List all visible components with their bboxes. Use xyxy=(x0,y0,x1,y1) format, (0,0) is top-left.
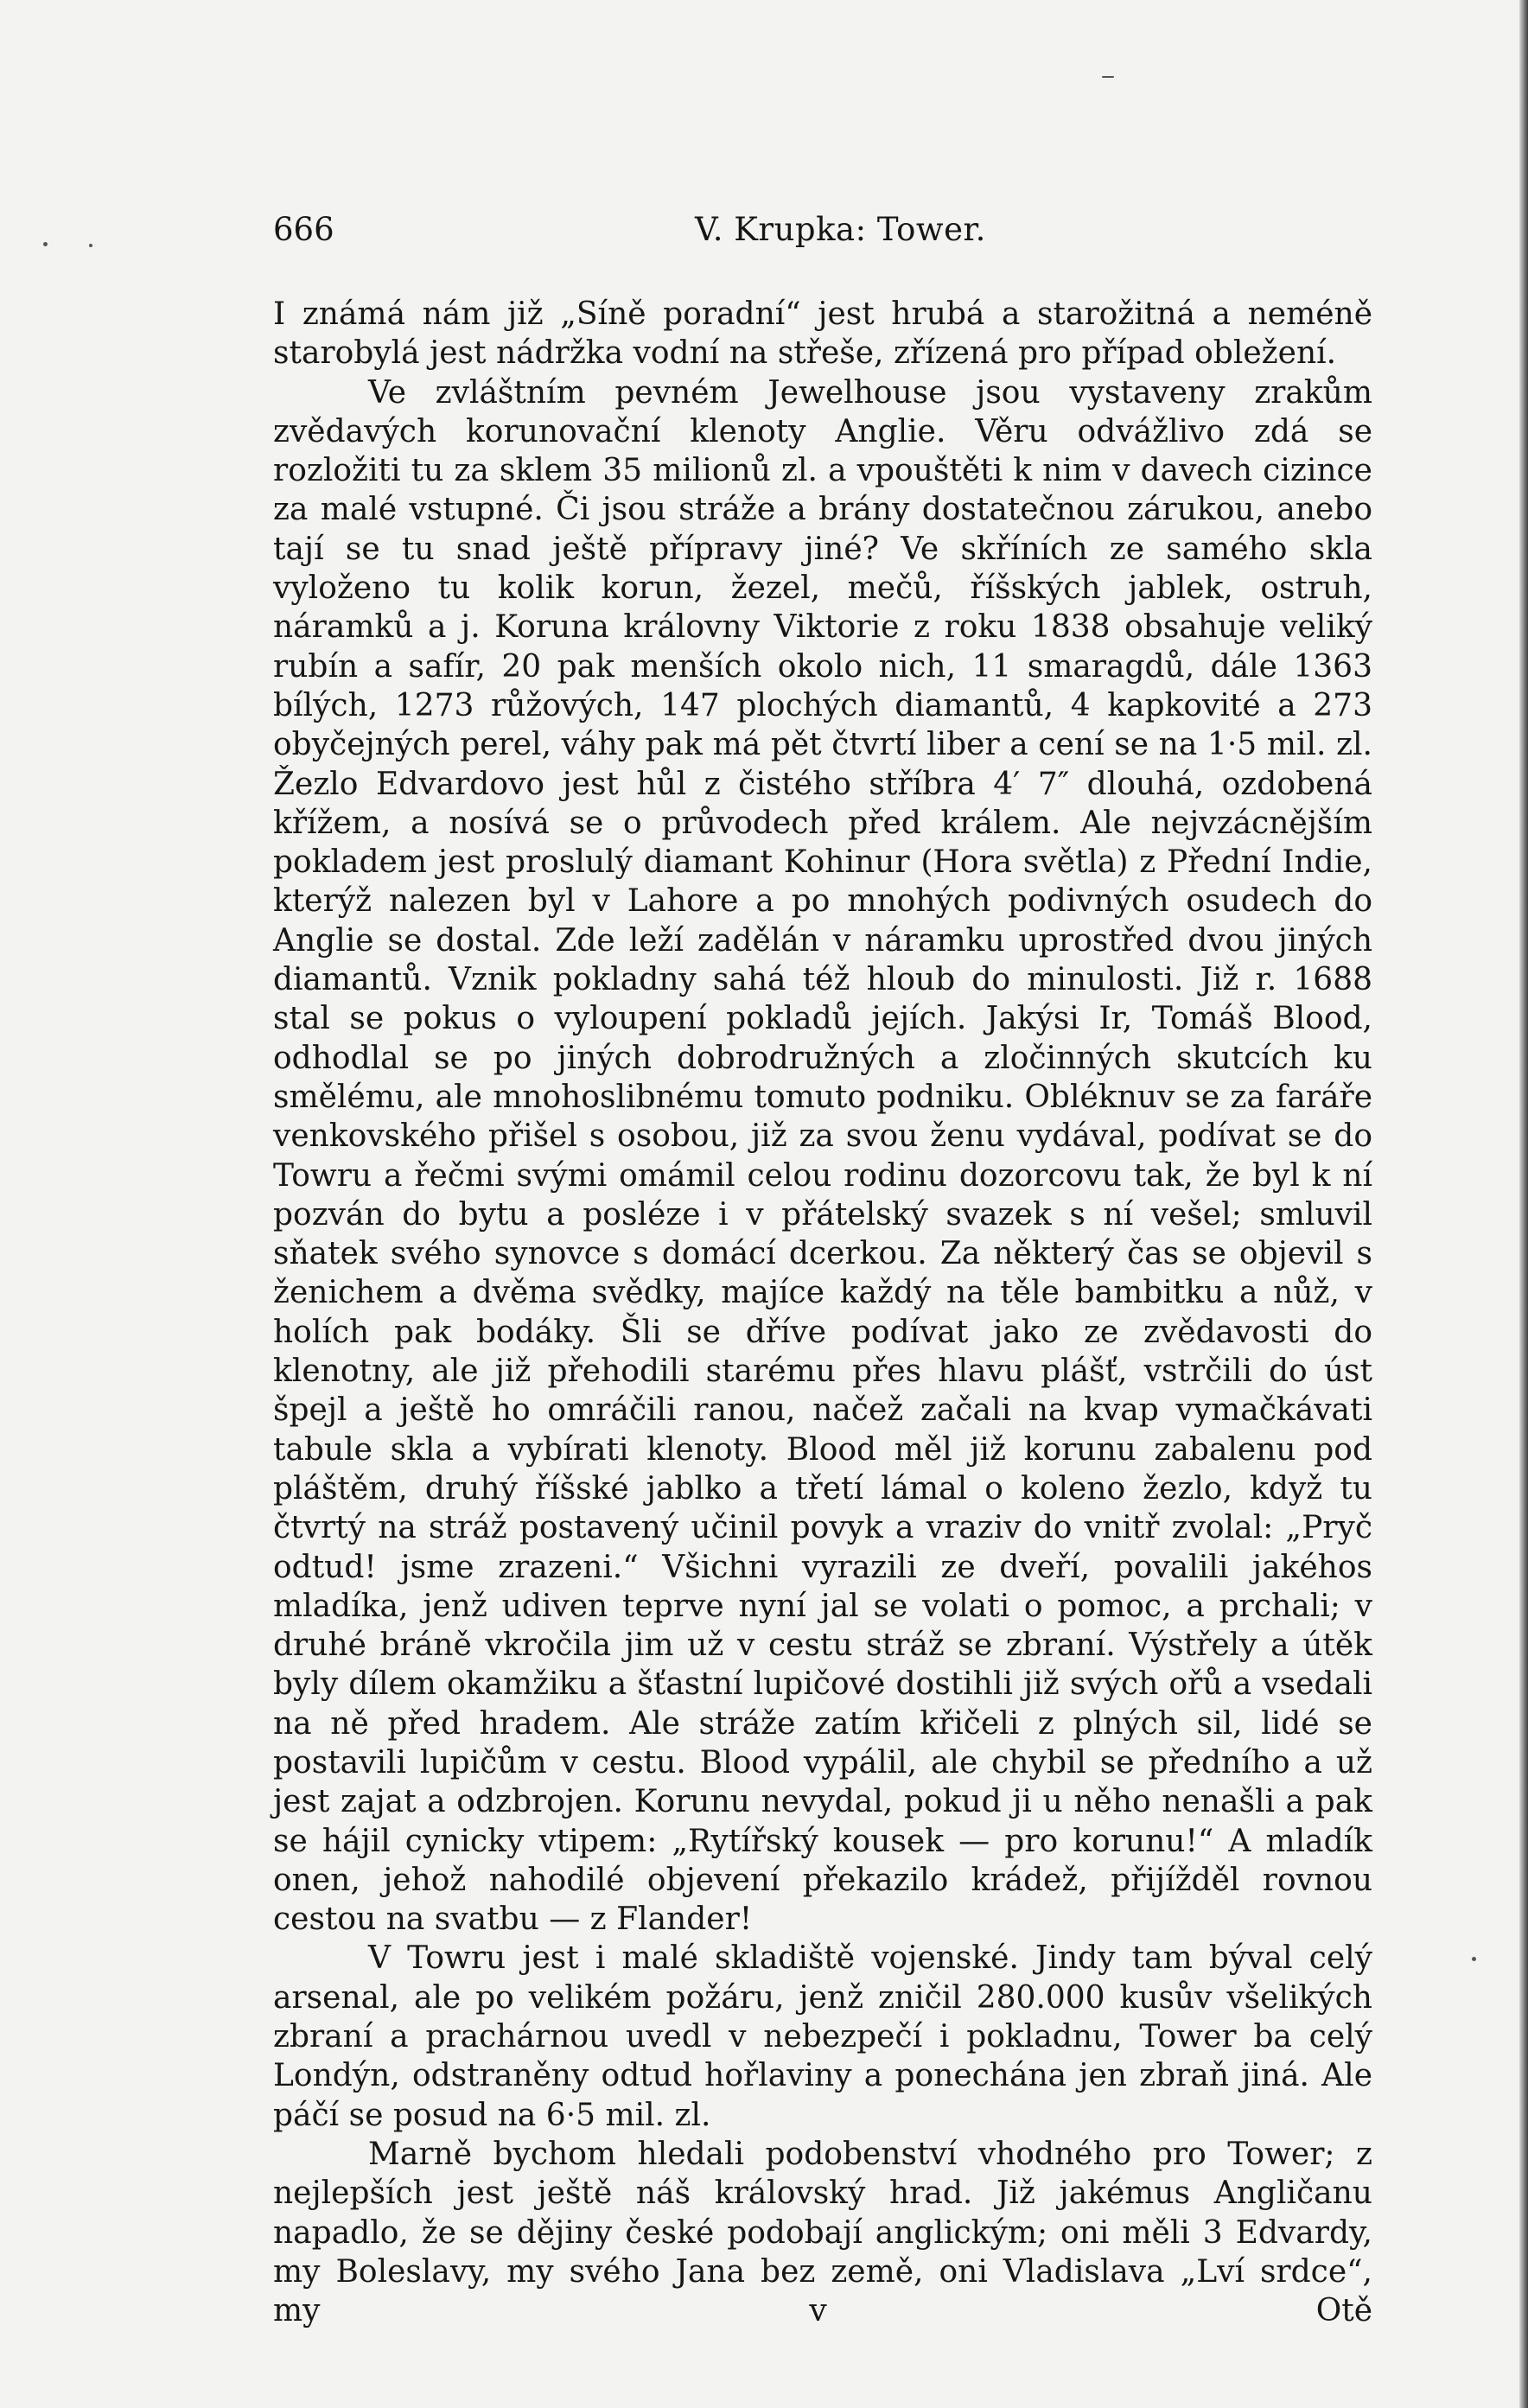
page-number: 666 xyxy=(273,211,334,248)
paragraph-1: I známá nám již „Síně poradní“ jest hrubá a starožitná a neméně starobylá jest nádržka vodní na střeše, zřízená pro případ obležení. xyxy=(273,296,1372,372)
paragraph-3: V Towru jest i malé skladiště vojenské. Jindy tam býval celý arsenal, ale po velikém požáru, jenž zničil 280.000 kusův všelikých zbraní a prachárnou uvedl v nebezpečí i pokladnu, Tower ba celý Londýn, odstraněny odtud hořlaviny a ponechána jen zbraň jiná. Ale páčí se posud na 6·5 mil. zl. xyxy=(273,1940,1372,2133)
margin-speck xyxy=(1102,76,1114,78)
page-edge xyxy=(1519,0,1528,2408)
body-text xyxy=(273,295,1372,2330)
page-header xyxy=(273,211,1372,254)
margin-speck xyxy=(43,242,48,246)
paragraph-4: Marně bychom hledali podobenství vhodného pro Tower; z nejlepších jest ještě náš královský hrad. Již jakémus Angličanu napadlo, že se dějiny české podobají anglickým; oni měli 3 Edvardy, my Boleslavy, my svého Jana bez země, oni Vladislava „Lví srdce“, my v Otě xyxy=(273,2136,1372,2329)
margin-speck xyxy=(89,244,92,247)
running-title: V. Krupka: Tower. xyxy=(695,211,986,248)
paragraph-2: Ve zvláštním pevném Jewelhouse jsou vystaveny zrakům zvědavých korunovační klenoty Anglie. Věru odvážlivo zdá se rozložiti tu za sklem 35 milionů zl. a vpouštěti k nim v davech cizince za malé vstupné. Či jsou stráže a brány dostatečnou zárukou, anebo tají se tu snad ještě přípravy jiné? Ve skříních ze samého skla vyloženo tu kolik korun, žezel, mečů, říšských jablek, ostruh, náramků a j. Koruna královny Viktorie z roku 1838 obsahuje veliký rubín a safír, 20 pak menších okolo nich, 11 smaragdů, dále 1363 bílých, 1273 růžových, 147 plochých diamantů, 4 kapkovité a 273 obyčejných perel, váhy pak má pět čtvrtí liber a cení se na 1·5 mil. zl. Žezlo Edvardovo jest hůl z čistého stříbra 4′ 7″ dlouhá, ozdobená křížem, a nosívá se o průvodech před králem. Ale nejvzácnějším pokladem jest proslulý diamant Kohinur (Hora světla) z Přední Indie, kterýž nalezen byl v Lahore a po mnohých podivných osudech do Anglie se dostal. Zde leží zadělán v náramku uprostřed dvou jiných diamantů. Vznik pokladny sahá též hloub do minulosti. Již r. 1688 stal se pokus o vyloupení pokladů jejích. Jakýsi Ir, Tomáš Blood, odhodlal se po jiných dobrodružných a zločinných skutcích ku smělému, ale mnohoslibnému tomuto podniku. Obléknuv se za faráře venkovského přišel s osobou, již za svou ženu vydával, podívat se do Towru a řečmi svými omámil celou rodinu dozorcovu tak, že byl k ní pozván do bytu a posléze i v přátelský svazek s ní vešel; smluvil sňatek svého synovce s domácí dcerkou. Za některý čas se objevil s ženichem a dvěma svědky, majíce každý na těle bambitku a nůž, v holích pak bodáky. Šli se dříve podívat jako ze zvědavosti do klenotny, ale již přehodili starému přes hlavu plášť, vstrčili do úst špejl a ještě ho omráčili ranou, načež začali na kvap vymačkávati tabule skla a vybírati klenoty. Blood měl již korunu zabalenu pod pláštěm, druhý říšské jablko a třetí lámal o koleno žezlo, když tu čtvrtý na stráž postavený učinil povyk a vraziv do vnitř zvolal: „Pryč odtud! jsme zrazeni.“ Všichni vyrazili ze dveří, povalili jakéhos mladíka, jenž udiven teprve nyní jal se volati o pomoc, a prchali; v druhé bráně vkročila jim už v cestu stráž se zbraní. Výstřely a útěk byly dílem okamžiku a šťastní lupičové dostihli již svých ořů a vsedali na ně před hradem. Ale stráže zatím křičeli z plných sil, lidé se postavili lupičům v cestu. Blood vypálil, ale chybil se předního a už jest zajat a odzbrojen. Korunu nevydal, pokud ji u něho nenašli a pak se hájil cynicky vtipem: „Rytířský kousek — pro korunu!“ A mladík onen, jehož nahodilé objevení překazilo krádež, přijížděl rovnou cestou na svatbu — z Flander! xyxy=(273,374,1372,1938)
margin-speck xyxy=(1472,1957,1476,1961)
